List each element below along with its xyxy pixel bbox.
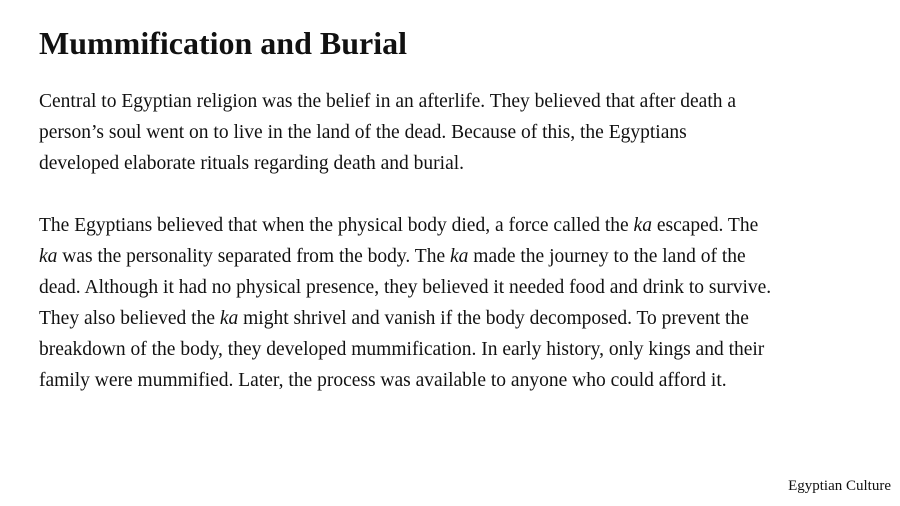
paragraph-afterlife — [39, 86, 869, 179]
text-run: was the personality separated from the body. The — [57, 246, 450, 267]
text-line: breakdown of the body, they developed mummification. In early history, only kings and their — [39, 339, 765, 360]
slide-title: Mummification and Burial — [39, 25, 408, 61]
text-line — [39, 303, 869, 334]
text-run: They also believed the — [39, 308, 220, 329]
text-line: developed elaborate rituals regarding death and burial. — [39, 153, 465, 174]
ka-term: ka — [633, 215, 652, 236]
text-run: might shrivel and vanish if the body decomposed. To prevent the — [238, 308, 749, 329]
text-line: dead. Although it had no physical presence, they believed it needed food and drink to survive. — [39, 277, 772, 298]
ka-term: ka — [450, 246, 469, 267]
text-run: escaped. The — [651, 215, 759, 236]
text-run: The Egyptians believed that when the physical body died, a force called the — [39, 215, 634, 236]
slide-body — [39, 86, 869, 396]
paragraph-ka — [39, 210, 869, 396]
text-line — [39, 241, 869, 272]
ka-term: ka — [219, 308, 239, 329]
text-line — [39, 210, 869, 241]
text-run: made the journey to the land of the — [468, 246, 746, 267]
slide-footer: Egyptian Culture — [788, 478, 891, 494]
text-line: Central to Egyptian religion was the belief in an afterlife. They believed that after death a — [39, 91, 737, 112]
ka-term: ka — [39, 246, 58, 267]
text-line: family were mummified. Later, the process was available to anyone who could afford it. — [39, 370, 727, 391]
text-line: person’s soul went on to live in the land of the dead. Because of this, the Egyptians — [39, 122, 687, 143]
